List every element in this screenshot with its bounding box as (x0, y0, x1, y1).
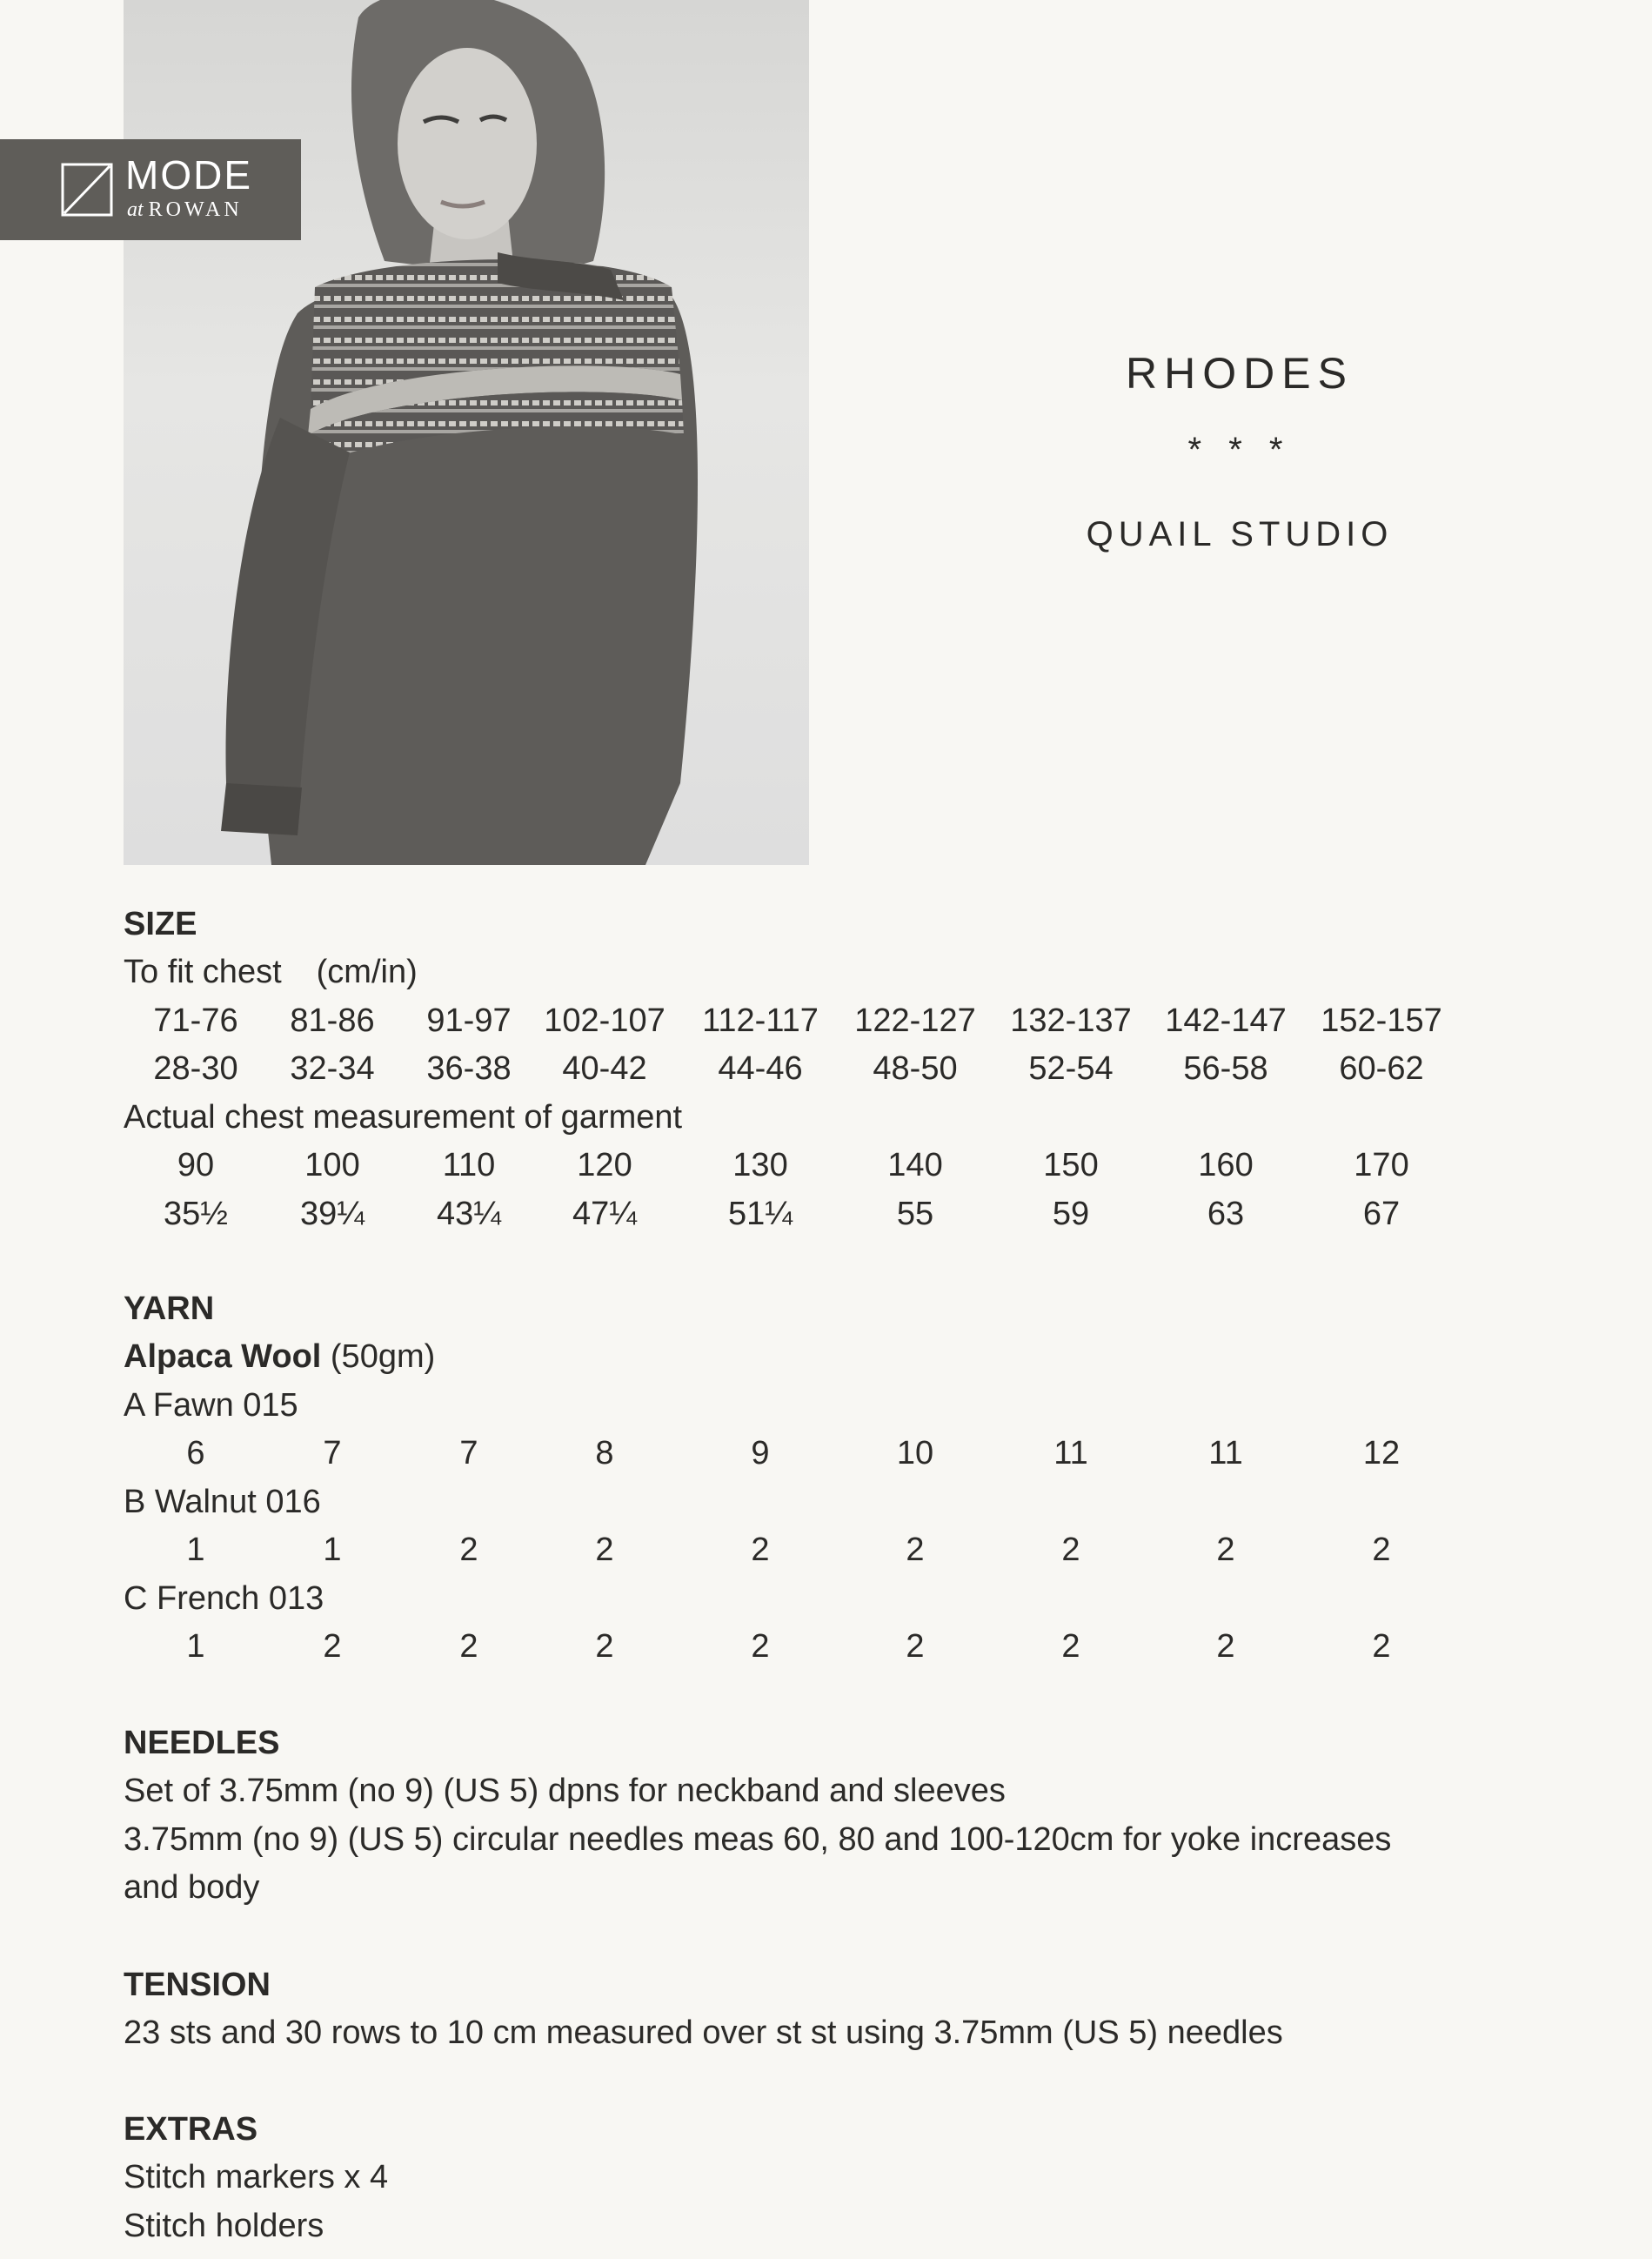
table-cell: 67 (1362, 1195, 1401, 1232)
table-cell: 2 (1372, 1628, 1391, 1665)
yarn-qty-row-a (124, 1430, 1602, 1478)
table-cell: 2 (1372, 1532, 1391, 1568)
yarn-qty-row-b (124, 1526, 1602, 1575)
designer-name: QUAIL STUDIO (1086, 515, 1394, 553)
table-cell: 102-107 (544, 1002, 665, 1039)
table-cell: 2 (595, 1532, 614, 1568)
model-photo (124, 0, 809, 865)
yarn-qty-row-c (124, 1623, 1602, 1672)
table-cell: 132-137 (1010, 1002, 1132, 1039)
table-cell: 9 (751, 1435, 770, 1471)
table-cell: 71-76 (153, 1002, 238, 1039)
table-cell: 120 (577, 1147, 632, 1183)
extras-line: Stitch holders (124, 2207, 324, 2244)
table-cell: 2 (1061, 1532, 1080, 1568)
table-cell: 7 (459, 1435, 478, 1471)
table-cell: 60-62 (1339, 1050, 1424, 1087)
table-cell: 150 (1043, 1147, 1099, 1183)
table-cell: 52-54 (1028, 1050, 1114, 1087)
table-cell: 2 (751, 1628, 770, 1665)
yarn-colour-b: B Walnut 016 (124, 1483, 321, 1520)
table-cell: 48-50 (873, 1050, 958, 1087)
table-cell: 2 (906, 1628, 925, 1665)
needles-line: 3.75mm (no 9) (US 5) circular needles meas 60, 80 and 100-120cm for yoke increases (124, 1820, 1392, 1858)
fit-cm-row (124, 997, 1602, 1046)
logo-mark-icon (61, 163, 113, 217)
needles-line: Set of 3.75mm (no 9) (US 5) dpns for neckband and sleeves (124, 1773, 1006, 1809)
size-section (124, 901, 1602, 1238)
table-cell: 160 (1198, 1147, 1254, 1183)
tension-section (124, 1961, 1602, 2058)
logo-sub-text: at ROWAN (127, 198, 243, 221)
table-cell: 142-147 (1165, 1002, 1287, 1039)
table-cell: 2 (1216, 1628, 1235, 1665)
table-cell: 7 (323, 1435, 342, 1471)
table-cell: 11 (1208, 1435, 1243, 1471)
table-cell: 55 (896, 1195, 934, 1232)
table-cell: 2 (1216, 1532, 1235, 1568)
fit-in-row (124, 1045, 1602, 1094)
table-cell: 2 (459, 1628, 478, 1665)
table-cell: 2 (595, 1628, 614, 1665)
logo-brand-text: MODE (125, 152, 252, 198)
table-cell: 2 (323, 1628, 342, 1665)
table-cell: 6 (186, 1435, 205, 1471)
table-cell: 130 (732, 1147, 788, 1183)
actual-cm-row (124, 1142, 1602, 1190)
actual-in-row (124, 1190, 1602, 1239)
table-cell: 2 (1061, 1628, 1080, 1665)
fit-chest-label: To fit chest (cm/in) (124, 954, 418, 990)
yarn-section (124, 1285, 1602, 1672)
needles-section (124, 1719, 1602, 1913)
extras-section (124, 2106, 1602, 2250)
table-cell: 39¼ (300, 1195, 365, 1232)
table-cell: 152-157 (1321, 1002, 1442, 1039)
table-cell: 140 (887, 1147, 943, 1183)
size-heading: SIZE (124, 906, 197, 942)
table-cell: 100 (304, 1147, 360, 1183)
table-cell: 56-58 (1183, 1050, 1268, 1087)
table-cell: 43¼ (437, 1195, 501, 1232)
tension-heading: TENSION (124, 1967, 271, 2003)
table-cell: 110 (442, 1147, 496, 1183)
needles-line: and body (124, 1869, 260, 1906)
table-cell: 32-34 (290, 1050, 375, 1087)
table-cell: 91-97 (426, 1002, 512, 1039)
table-cell: 1 (186, 1628, 205, 1665)
brand-logo (0, 139, 301, 240)
table-cell: 36-38 (426, 1050, 512, 1087)
extras-heading: EXTRAS (124, 2111, 258, 2148)
table-cell: 122-127 (854, 1002, 976, 1039)
title-divider: * * * (1187, 431, 1292, 469)
table-cell: 35½ (164, 1195, 228, 1232)
model-photo-illustration (124, 0, 809, 865)
table-cell: 8 (595, 1435, 614, 1471)
table-cell: 44-46 (718, 1050, 803, 1087)
actual-chest-label: Actual chest measurement of garment (124, 1098, 683, 1136)
table-cell: 40-42 (562, 1050, 647, 1087)
yarn-colour-c: C French 013 (124, 1579, 324, 1617)
table-cell: 10 (896, 1435, 934, 1471)
pattern-title: RHODES (1126, 349, 1354, 398)
table-cell: 81-86 (290, 1002, 375, 1039)
table-cell: 12 (1362, 1435, 1401, 1471)
tension-text: 23 sts and 30 rows to 10 cm measured over st st using 3.75mm (US 5) needles (124, 2014, 1283, 2051)
table-cell: 63 (1207, 1195, 1245, 1232)
needles-heading: NEEDLES (124, 1725, 280, 1761)
table-cell: 28-30 (153, 1050, 238, 1087)
table-cell: 2 (459, 1532, 478, 1568)
table-cell: 1 (323, 1532, 342, 1568)
table-cell: 112-117 (702, 1002, 819, 1039)
table-cell: 59 (1052, 1195, 1090, 1232)
table-cell: 47¼ (572, 1195, 637, 1232)
table-cell: 2 (751, 1532, 770, 1568)
yarn-heading: YARN (124, 1290, 215, 1327)
table-cell: 90 (177, 1147, 215, 1183)
yarn-colour-a: A Fawn 015 (124, 1386, 298, 1424)
table-cell: 11 (1053, 1435, 1088, 1471)
table-cell: 2 (906, 1532, 925, 1568)
table-cell: 170 (1354, 1147, 1409, 1183)
table-cell: 1 (186, 1532, 205, 1568)
extras-line: Stitch markers x 4 (124, 2159, 389, 2195)
table-cell: 51¼ (728, 1195, 793, 1232)
yarn-name: Alpaca Wool (50gm) (124, 1338, 436, 1375)
